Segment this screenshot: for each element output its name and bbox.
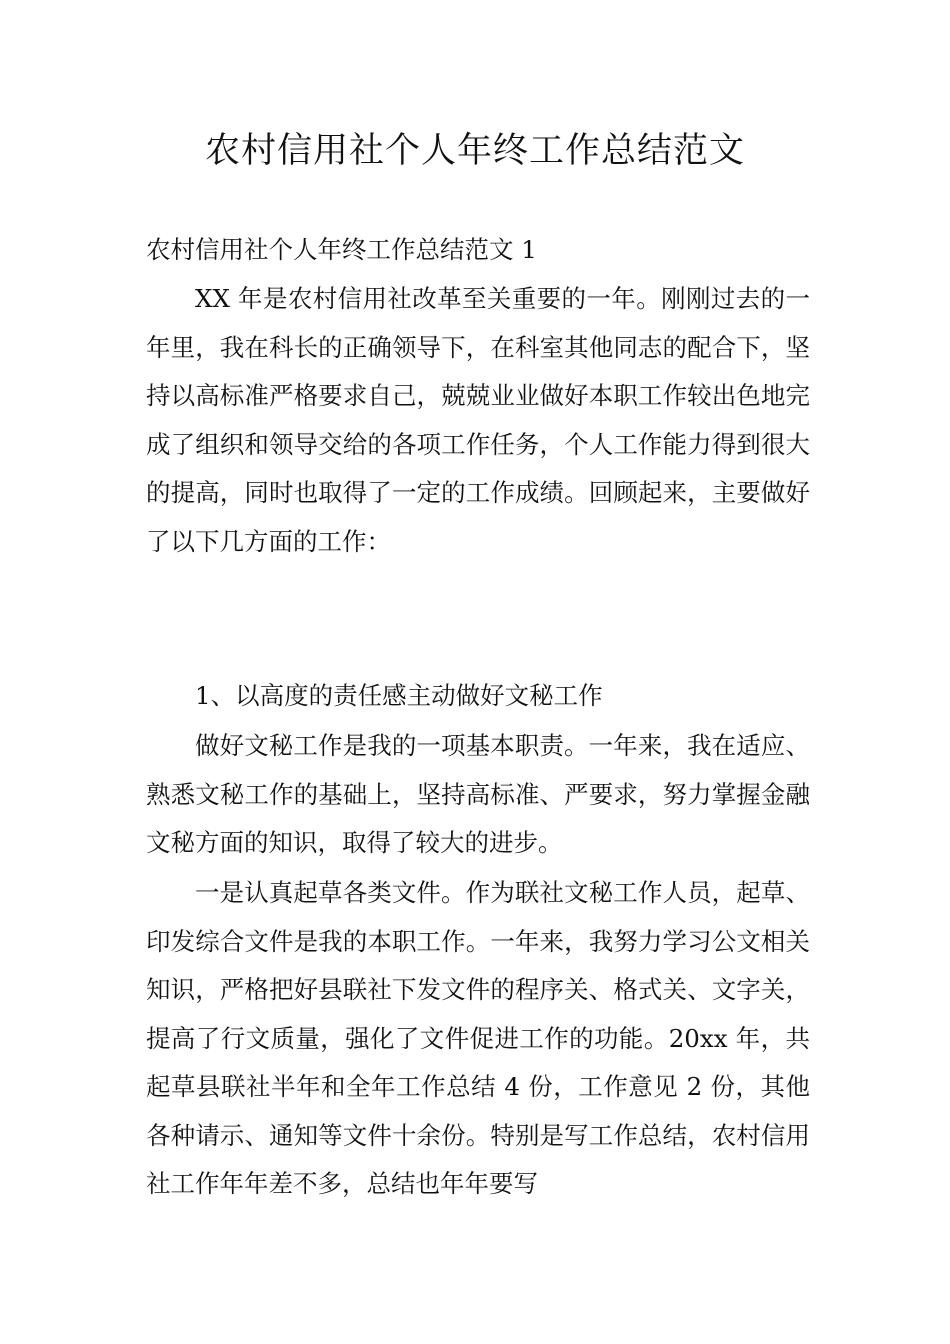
paragraph-drafting-documents: 一是认真起草各类文件。作为联社文秘工作人员，起草、印发综合文件是我的本职工作。一年来，我努力学习公文相关知识，严格把好县联社下发文件的程序关、格式关、文字关，提高了行文质量，强化了文件促进工作的功能。20xx 年，共起草县联社半年和全年工作总结 4 份，工作意见 2 份，其他各种请示、通知等文件十余份。特别是写工作总结，农村信用社工作年年差不多，总结也年年要写 xyxy=(146,878,810,1198)
paragraph-secretarial-duty: 做好文秘工作是我的一项基本职责。一年来，我在适应、熟悉文秘工作的基础上，坚持高标准、严要求，努力掌握金融文秘方面的知识，取得了较大的进步。 xyxy=(146,731,810,857)
paragraph-intro: XX 年是农村信用社改革至关重要的一年。刚刚过去的一年里，我在科长的正确领导下，在科室其他同志的配合下，坚持以高标准严格要求自己，兢兢业业做好本职工作较出色地完成了组织和领导交给的各项工作任务，个人工作能力得到很大的提高，同时也取得了一定的工作成绩。回顾起来，主要做好了以下几方面的工作： xyxy=(146,284,810,556)
list-item-heading: 1、以高度的责任感主动做好文秘工作 xyxy=(195,681,603,710)
section-heading: 农村信用社个人年终工作总结范文 1 xyxy=(146,235,537,264)
document-title: 农村信用社个人年终工作总结范文 xyxy=(204,131,745,171)
